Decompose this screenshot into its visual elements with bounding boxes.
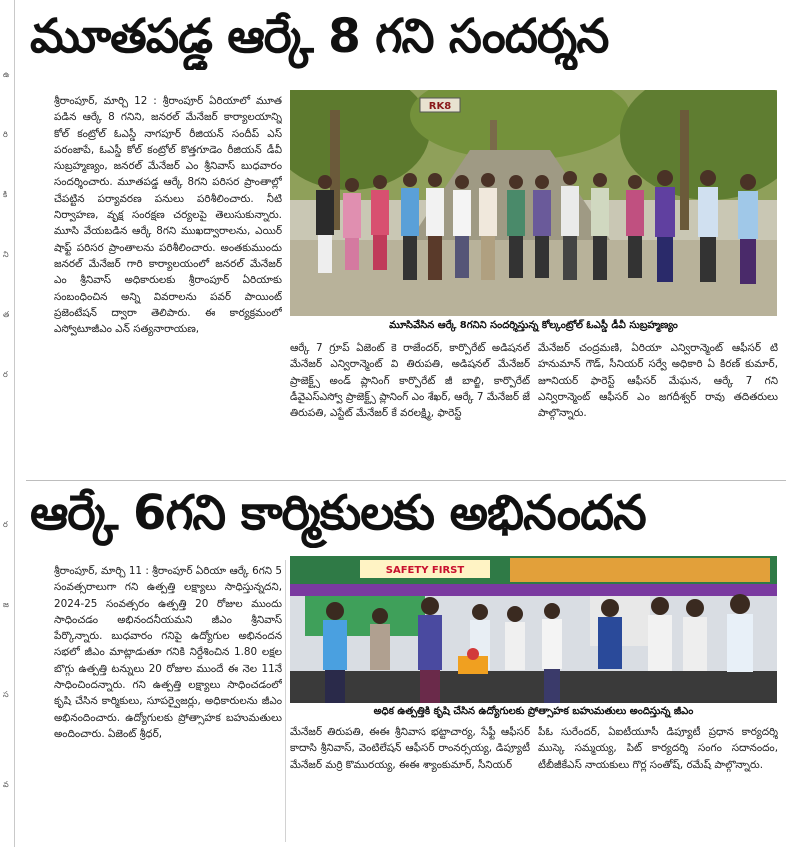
article2-photo-caption: అధిక ఉత్పత్తికి కృషి చేసిన ఉద్యోగులకు ప్రోత్సాహక బహుమతులు అందిస్తున్న జీఎం (373, 706, 694, 717)
article1-body-left: శ్రీరాంపూర్, మార్చి 12 : శ్రీరాంపూర్ ఏరియాలో మూత పడిన ఆర్కే 8 గనిని, జనరల్ మేనేజర్ కార్యాలయాన్ని కోల్ కంట్రోల్ ఓఎస్డీ నాగపూర్ రీజియన్ సందీప్ ఎస్ పరంజాపే, ఓఎస్డీ కోల్ కంట్రోల్ కొత్తగూడెం రీజియన్ డీవీ సుబ్రహ్మణ్యం, జనరల్ మేనేజర్ ఎం శ్రీనివాస్ బుధవారం సందర్శించారు. మూతపడ్డ ఆర్కే 8గని పరిసర ప్రాంతాల్లో చేపట్టిన పర్యావరణ పనులు పరిశీలించారు. నీటి నిర్వాహణ, వృక్ష సంరక్షణ చర్యలపై తెలుసుకున్నారు. మూసి వేయబడిన ఆర్కే 8గని ముఖద్వారాలను, ఎయిర్ షాఫ్ట్ పరిసర ప్రాంతాలను పరిశీలించారు. అంతకుముందు జనరల్ మేనేజర్ గారి కార్యాలయంలో జనరల్ మేనేజర్ ఎం శ్రీనివాస్ అధికారులకు శ్రీరాంపూర్ ఏరియాకు సంబంధించిన అన్ని వివరాలను పవర్ పాయింట్ ప్రజెంటేషన్ ద్వారా తెలిపారు. ఈ కార్యక్రమంలో ఎస్వోటూజీఎం ఎన్ సత్యనారాయణ, (54, 95, 282, 336)
safety-banner-text: SAFETY FIRST (385, 565, 465, 576)
gutter-char: జ (3, 600, 9, 609)
column-rule (285, 560, 286, 842)
article1-body-right: మేనేజర్ చంద్రమణి, ఏరియా ఎన్విరాన్మెంట్ ఆఫీసర్ టి హనుమాన్ గౌడ్, సీనియర్ సర్వే అధికారి ఏ కిరణ్ కుమార్, జూనియర్ ఫారెస్ట్ ఆఫీసర్ మేఘన, ఆర్కే 7 గని ఎన్విరాన్మెంట్ ఆఫీసర్ ఎం జగదీశ్వర్ రావు తదితరులు పాల్గొన్నారు. (538, 342, 778, 420)
article1-body-mid: ఆర్కే 7 గ్రూప్ ఏజెంట్ కె రాజేందర్, కార్పొరేట్ అడిషనల్ మేనేజర్ ఎన్విరాన్మెంట్ వి తిరుపతి, అడిషనల్ మేనేజర్ ప్రాజెక్ట్స్ అండ్ ప్లానింగ్ కార్పొరేట్ జీ బాల్జి, కార్పొరేట్ డీవైఎస్ఎస్వో ప్రాజెక్ట్స్ ప్లానింగ్ ఎం శేఖర్, ఆర్కే 7 మేనేజర్ జే తిరుపతి, ఎస్టేట్ మేనేజర్ కే వరలక్ష్మి, ఫారెస్ట్ (290, 342, 530, 420)
article2-headline: ఆర్కే 6గని కార్మికులకు అభినందన (30, 485, 646, 541)
gutter-char: ని (3, 250, 9, 259)
gutter-char: ర (3, 370, 8, 379)
article2-body-right: పీఓ సురేందర్, ఏఐటీయూసీ డిప్యూటీ ప్రధాన కార్యదర్శి ముస్కె సమ్మయ్య, పిట్ కార్యదర్శి సంగం సదానందం, టీబీజీకేఎస్ నాయకులు గొర్ల సంతోష్, రమేష్ పాల్గొన్నారు. (538, 726, 778, 771)
gutter-char: ర (3, 520, 8, 529)
article2-photo (290, 556, 777, 703)
rk8-sign-text: RK8 (428, 101, 452, 112)
gutter-char: కి (3, 190, 8, 199)
page-gutter (0, 0, 15, 847)
article2-body-left: శ్రీరాంపూర్, మార్చి 11 : శ్రీరాంపూర్ ఏరియా ఆర్కే 6గని 5 సంవత్సరాలుగా గని ఉత్పత్తి లక్ష్యాలు సాధిస్తున్నదని, 2024-25 సంవత్సరం ఉత్పత్తి 20 రోజుల ముందు సాధించడం అభినందనీయమని జీఎం శ్రీనివాస్ పేర్కొన్నారు. బుధవారం గనిపై ఉద్యోగుల అభినందన సభలో జీఎం మాట్లాడుతూ గనికి నిర్దేశించిన 1.80 లక్షల బొగ్గు ఉత్పత్తి టన్నులు 20 రోజుల ముందే ఈ నెల 11నే సాధించిందన్నారు. గని ఉత్పత్తి లక్ష్యాలు సాధించడంలో కృషి చేసిన కార్మికులు, సూపర్వైజర్లు, అధికారులను జీఎం అభినందించారు. ఉద్యోగులకు ప్రోత్సాహక బహుమతులు అందించారు. ఏజెంట్ శ్రీధర్, (54, 565, 282, 740)
gutter-char: స (3, 690, 9, 699)
article1-photo-caption: మూసివేసిన ఆర్కే 8గనిని సందర్శిస్తున్న కోల్కంట్రోల్ ఓఎస్డీ డీవీ సుబ్రహ్మణ్యం (389, 320, 678, 331)
award-ceremony-photo (290, 556, 777, 703)
article1-headline: మూతపడ్డ ఆర్కే 8 గని సందర్శన (30, 9, 609, 64)
article2-body-mid: మేనేజర్ తిరుపతి, ఈఈ శ్రీనివాస భట్టాచార్య, సేఫ్టీ ఆఫీసర్ కాదాసి శ్రీనివాస్, వెంటిలేషన్ ఆఫీసర్ రాంనర్సయ్య, డిప్యూటీ మేనేజర్ మర్రి కొమురయ్య, ఈఈ శ్యాంకుమార్, సీనియర్ (290, 726, 530, 771)
article1-photo (290, 90, 777, 316)
gutter-char: ఉ (3, 70, 10, 79)
gutter-char: రి (3, 130, 8, 139)
gutter-char: త (3, 310, 10, 319)
mine-visit-photo (290, 90, 777, 316)
gutter-char: వ (3, 780, 9, 789)
